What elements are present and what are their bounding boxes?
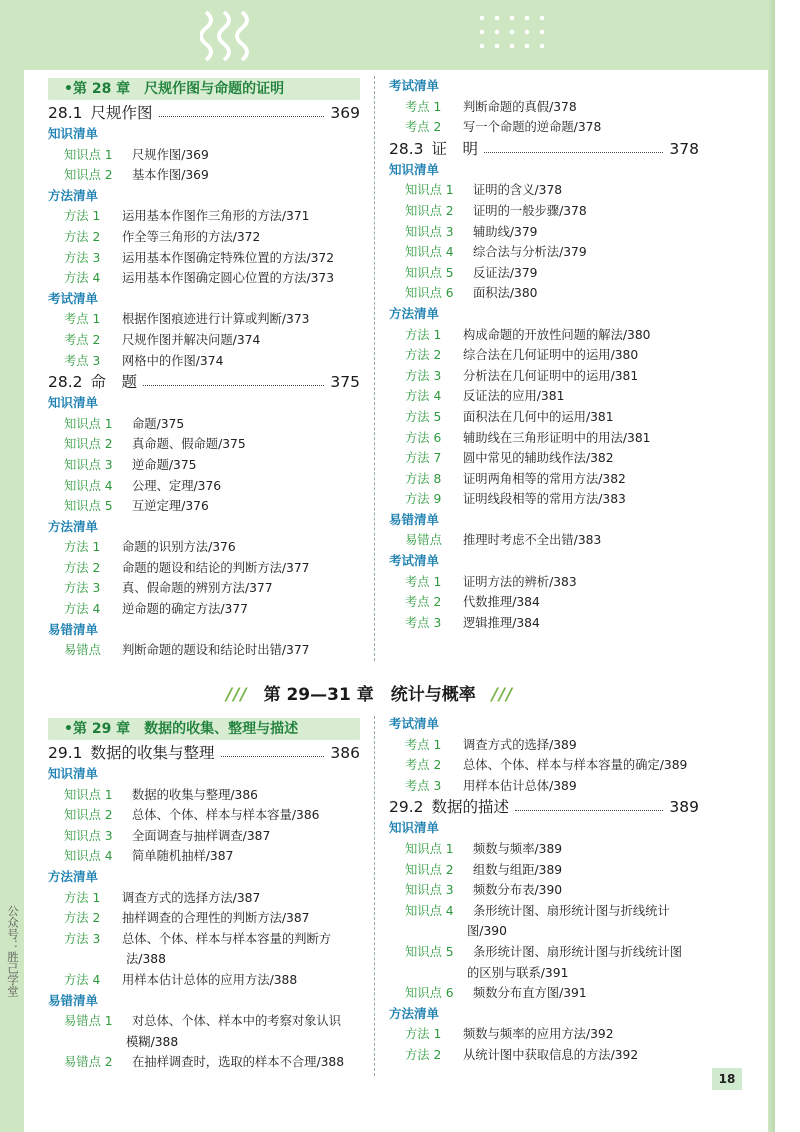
item-text: 根据作图痕迹进行计算或判断/373 bbox=[122, 312, 310, 327]
toc-item[interactable] bbox=[389, 901, 699, 922]
toc-item[interactable] bbox=[48, 1011, 360, 1032]
item-text: 逆命题的确定方法/377 bbox=[122, 602, 248, 617]
item-label: 方法 4 bbox=[64, 271, 101, 286]
item-label: 方法 1 bbox=[64, 540, 101, 555]
item-text: 频数分布直方图/391 bbox=[473, 986, 587, 1001]
item-label: 考点 2 bbox=[405, 595, 442, 610]
toc-item[interactable] bbox=[389, 839, 699, 860]
item-text: 圆中常见的辅助线作法/382 bbox=[463, 451, 614, 466]
section-heading: 方法清单 bbox=[389, 305, 440, 321]
item-text: 证明方法的辨析/383 bbox=[463, 574, 577, 589]
item-label: 方法 5 bbox=[405, 409, 442, 424]
item-text: 分析法在几何证明中的运用/381 bbox=[463, 368, 639, 383]
toc-item[interactable] bbox=[48, 805, 360, 826]
leader-dots bbox=[221, 756, 325, 757]
item-text: 条形统计图、扇形统计图与折线统计图 bbox=[473, 944, 683, 959]
item-label: 方法 4 bbox=[64, 972, 101, 987]
item-text: 总体、个体、样本与样本容量的确定/389 bbox=[463, 758, 688, 773]
item-text: 公理、定理/376 bbox=[132, 478, 222, 493]
item-label: 知识点 4 bbox=[64, 849, 113, 864]
toc-item[interactable] bbox=[48, 785, 360, 806]
toc-item[interactable] bbox=[389, 1045, 699, 1066]
toc-item[interactable] bbox=[389, 613, 699, 634]
item-label: 知识点 2 bbox=[64, 168, 113, 183]
item-label: 方法 2 bbox=[405, 348, 442, 363]
item-label: 知识点 1 bbox=[405, 841, 454, 856]
leader-dots bbox=[143, 385, 324, 386]
toc-item[interactable] bbox=[389, 428, 699, 449]
item-label: 易错点 bbox=[64, 643, 101, 658]
toc-item[interactable] bbox=[389, 776, 699, 797]
toc-item[interactable] bbox=[389, 263, 699, 284]
subsection-title: 命 题 bbox=[90, 373, 138, 392]
toc-item[interactable] bbox=[48, 496, 360, 517]
toc-item-continuation: 的区别与联系/391 bbox=[467, 965, 569, 980]
item-text: 反证法的应用/381 bbox=[463, 389, 565, 404]
item-text: 综合法在几何证明中的运用/380 bbox=[463, 348, 639, 363]
item-text: 用样本估计总体/389 bbox=[463, 778, 577, 793]
item-label: 考点 1 bbox=[405, 574, 442, 589]
item-label: 知识点 4 bbox=[405, 903, 454, 918]
section-heading: 知识清单 bbox=[48, 766, 99, 781]
toc-item[interactable] bbox=[389, 860, 699, 881]
chapter-28-heading bbox=[48, 78, 360, 100]
toc-item[interactable] bbox=[48, 268, 360, 289]
toc-item[interactable] bbox=[48, 558, 360, 579]
leader-dots bbox=[484, 152, 663, 153]
subsection-entry[interactable] bbox=[48, 742, 360, 764]
item-label: 知识点 2 bbox=[405, 862, 454, 877]
item-text: 总体、个体、样本与样本容量的判断方 bbox=[122, 931, 332, 946]
toc-item[interactable] bbox=[48, 537, 360, 558]
page-ref: 369 bbox=[330, 104, 360, 122]
item-text: 抽样调查的合理性的判断方法/387 bbox=[122, 911, 310, 926]
item-label: 考点 3 bbox=[405, 615, 442, 630]
item-text: 尺规作图/369 bbox=[132, 147, 209, 162]
subsection-number: 29.1 bbox=[48, 744, 83, 762]
item-label: 方法 3 bbox=[64, 931, 101, 946]
toc-item[interactable] bbox=[48, 165, 360, 186]
watermark-text: 公众号：胜己学堂 bbox=[6, 905, 20, 997]
item-text: 面积法/380 bbox=[473, 286, 538, 301]
toc-item[interactable] bbox=[48, 434, 360, 455]
page-fold bbox=[768, 0, 775, 1132]
toc-item[interactable] bbox=[389, 735, 699, 756]
item-text: 基本作图/369 bbox=[132, 168, 209, 183]
toc-item[interactable] bbox=[389, 755, 699, 776]
toc-item[interactable] bbox=[389, 942, 699, 963]
item-text: 条形统计图、扇形统计图与折线统计 bbox=[473, 903, 670, 918]
page-ref: 378 bbox=[669, 139, 699, 158]
subsection-entry[interactable] bbox=[48, 102, 360, 124]
item-text: 频数分布表/390 bbox=[473, 883, 563, 898]
dot-grid-decoration-icon bbox=[478, 14, 548, 64]
toc-item[interactable] bbox=[389, 117, 699, 138]
item-text: 频数与频率的应用方法/392 bbox=[463, 1027, 614, 1042]
toc-item[interactable] bbox=[389, 407, 699, 428]
item-text: 真命题、假命题/375 bbox=[132, 437, 246, 452]
toc-item-continuation: 模糊/388 bbox=[126, 1034, 179, 1049]
item-label: 方法 6 bbox=[405, 430, 442, 445]
page-ref: 375 bbox=[330, 373, 360, 392]
toc-item[interactable] bbox=[48, 888, 360, 909]
toc-item[interactable] bbox=[389, 180, 699, 201]
item-label: 方法 1 bbox=[64, 890, 101, 905]
toc-item[interactable] bbox=[389, 222, 699, 243]
item-label: 方法 2 bbox=[64, 560, 101, 575]
leader-dots bbox=[515, 810, 663, 811]
toc-item[interactable] bbox=[389, 448, 699, 469]
item-text: 命题/375 bbox=[132, 416, 185, 431]
section-heading: 易错清单 bbox=[48, 992, 99, 1008]
toc-item[interactable] bbox=[48, 351, 360, 372]
section-heading: 易错清单 bbox=[389, 511, 440, 527]
toc-item[interactable] bbox=[389, 983, 699, 1004]
section-heading: 方法清单 bbox=[48, 187, 99, 203]
item-label: 考点 3 bbox=[64, 353, 101, 368]
item-text: 调查方式的选择方法/387 bbox=[122, 890, 261, 905]
item-text: 证明的含义/378 bbox=[473, 183, 563, 198]
item-label: 方法 8 bbox=[405, 471, 442, 486]
page-ref: 386 bbox=[330, 744, 360, 762]
toc-item[interactable] bbox=[48, 908, 360, 929]
section-heading: 方法清单 bbox=[48, 868, 99, 884]
item-label: 知识点 1 bbox=[64, 416, 113, 431]
item-text: 运用基本作图确定圆心位置的方法/373 bbox=[122, 271, 335, 286]
section-heading: 易错清单 bbox=[48, 621, 99, 637]
item-label: 知识点 5 bbox=[405, 944, 454, 959]
item-label: 方法 2 bbox=[64, 229, 101, 244]
section-heading: 考试清单 bbox=[48, 290, 99, 306]
subsection-title: 证 明 bbox=[431, 139, 479, 158]
item-label: 考点 1 bbox=[64, 312, 101, 327]
toc-item[interactable] bbox=[389, 386, 699, 407]
item-label: 方法 3 bbox=[64, 581, 101, 596]
item-text: 真、假命题的辨别方法/377 bbox=[122, 581, 273, 596]
toc-item[interactable] bbox=[389, 1024, 699, 1045]
item-label: 方法 9 bbox=[405, 492, 442, 507]
item-label: 知识点 2 bbox=[64, 808, 113, 823]
section-heading: 考试清单 bbox=[389, 716, 440, 731]
item-text: 辅助线/379 bbox=[473, 224, 538, 239]
part-banner bbox=[226, 680, 513, 705]
item-label: 知识点 2 bbox=[64, 437, 113, 452]
item-text: 综合法与分析法/379 bbox=[473, 245, 587, 260]
toc-item[interactable] bbox=[48, 476, 360, 497]
item-text: 运用基本作图作三角形的方法/371 bbox=[122, 209, 310, 224]
toc-item[interactable] bbox=[389, 366, 699, 387]
item-text: 用样本估计总体的应用方法/388 bbox=[122, 972, 298, 987]
chapter-29-heading bbox=[48, 718, 360, 740]
section-heading: 知识清单 bbox=[48, 395, 99, 411]
toc-item[interactable] bbox=[48, 846, 360, 867]
item-label: 方法 2 bbox=[405, 1047, 442, 1062]
item-text: 对总体、个体、样本中的考察对象认识 bbox=[132, 1014, 342, 1029]
subsection-entry[interactable] bbox=[389, 796, 699, 818]
item-label: 知识点 4 bbox=[64, 478, 113, 493]
toc-item[interactable] bbox=[389, 345, 699, 366]
toc-item[interactable] bbox=[389, 97, 699, 118]
toc-item[interactable] bbox=[48, 248, 360, 269]
toc-item[interactable] bbox=[48, 1052, 360, 1073]
subsection-number: 28.3 bbox=[389, 139, 424, 158]
item-text: 简单随机抽样/387 bbox=[132, 849, 234, 864]
item-text: 互逆定理/376 bbox=[132, 499, 209, 514]
item-text: 组数与组距/389 bbox=[473, 862, 563, 877]
toc-item[interactable] bbox=[48, 929, 360, 950]
toc-column-top-left bbox=[48, 78, 360, 661]
item-label: 考点 3 bbox=[405, 778, 442, 793]
item-text: 代数推理/384 bbox=[463, 595, 540, 610]
item-label: 方法 3 bbox=[64, 250, 101, 265]
toc-item[interactable] bbox=[389, 592, 699, 613]
item-label: 方法 2 bbox=[64, 911, 101, 926]
toc-item[interactable] bbox=[48, 578, 360, 599]
item-label: 知识点 3 bbox=[64, 457, 113, 472]
toc-column-bottom-right bbox=[389, 714, 699, 1066]
item-text: 辅助线在三角形证明中的用法/381 bbox=[463, 430, 651, 445]
toc-item[interactable] bbox=[389, 530, 699, 551]
item-label: 知识点 1 bbox=[405, 183, 454, 198]
item-label: 易错点 bbox=[405, 533, 442, 548]
toc-item[interactable] bbox=[389, 469, 699, 490]
item-text: 调查方式的选择/389 bbox=[463, 737, 577, 752]
banner-title: 第 29—31 章 统计与概率 bbox=[263, 685, 476, 705]
chapter-title: •第 28 章 尺规作图与命题的证明 bbox=[64, 81, 285, 97]
item-label: 知识点 6 bbox=[405, 286, 454, 301]
item-text: 从统计图中获取信息的方法/392 bbox=[463, 1047, 639, 1062]
page-ref: 389 bbox=[669, 798, 699, 817]
item-label: 知识点 3 bbox=[64, 828, 113, 843]
item-text: 数据的收集与整理/386 bbox=[132, 787, 258, 802]
toc-item[interactable] bbox=[48, 330, 360, 351]
item-label: 方法 1 bbox=[64, 209, 101, 224]
toc-column-top-right bbox=[389, 76, 699, 633]
top-green-band bbox=[0, 0, 775, 80]
item-label: 考点 1 bbox=[405, 99, 442, 114]
item-label: 知识点 3 bbox=[405, 224, 454, 239]
toc-item[interactable] bbox=[389, 489, 699, 510]
item-label: 方法 1 bbox=[405, 327, 442, 342]
toc-item[interactable] bbox=[48, 227, 360, 248]
toc-item[interactable] bbox=[48, 455, 360, 476]
leader-dots bbox=[159, 116, 325, 117]
item-text: 构成命题的开放性问题的解法/380 bbox=[463, 327, 651, 342]
subsection-title: 尺规作图 bbox=[90, 104, 153, 122]
section-heading: 知识清单 bbox=[389, 820, 440, 836]
subsection-number: 28.2 bbox=[48, 373, 83, 392]
item-text: 证明的一般步骤/378 bbox=[473, 203, 587, 218]
toc-item[interactable] bbox=[48, 145, 360, 166]
item-label: 知识点 2 bbox=[405, 203, 454, 218]
subsection-title: 数据的描述 bbox=[431, 798, 510, 817]
column-divider-top bbox=[374, 76, 375, 661]
item-label: 考点 2 bbox=[405, 120, 442, 135]
toc-item[interactable] bbox=[389, 572, 699, 593]
item-text: 命题的题设和结论的判断方法/377 bbox=[122, 560, 310, 575]
item-text: 在抽样调查时，选取的样本不合理/388 bbox=[132, 1055, 345, 1070]
item-label: 知识点 5 bbox=[64, 499, 113, 514]
banner-slashes-right: /// bbox=[491, 685, 514, 705]
item-text: 反证法/379 bbox=[473, 265, 538, 280]
item-text: 推理时考虑不全出错/383 bbox=[463, 533, 602, 548]
toc-item[interactable] bbox=[389, 283, 699, 304]
item-label: 考点 2 bbox=[64, 332, 101, 347]
subsection-title: 数据的收集与整理 bbox=[90, 744, 215, 762]
section-heading: 方法清单 bbox=[48, 518, 99, 534]
item-text: 逻辑推理/384 bbox=[463, 615, 540, 630]
item-label: 考点 2 bbox=[405, 758, 442, 773]
banner-slashes-left: /// bbox=[226, 685, 248, 705]
subsection-number: 28.1 bbox=[48, 104, 83, 122]
wave-decoration-icon bbox=[200, 10, 270, 70]
chapter-title: •第 29 章 数据的收集、整理与描述 bbox=[64, 721, 299, 737]
item-label: 知识点 5 bbox=[405, 265, 454, 280]
item-label: 知识点 1 bbox=[64, 147, 113, 162]
item-label: 方法 4 bbox=[64, 602, 101, 617]
item-text: 命题的识别方法/376 bbox=[122, 540, 236, 555]
toc-item-continuation: 法/388 bbox=[126, 952, 166, 967]
section-heading: 知识清单 bbox=[48, 126, 99, 141]
item-label: 易错点 1 bbox=[64, 1014, 113, 1029]
section-heading: 考试清单 bbox=[389, 78, 440, 93]
toc-item[interactable] bbox=[48, 970, 360, 991]
item-text: 尺规作图并解决问题/374 bbox=[122, 332, 261, 347]
item-label: 知识点 4 bbox=[405, 245, 454, 260]
toc-column-bottom-left bbox=[48, 718, 360, 1073]
toc-item[interactable] bbox=[48, 309, 360, 330]
item-text: 运用基本作图确定特殊位置的方法/372 bbox=[122, 250, 335, 265]
toc-item[interactable] bbox=[389, 325, 699, 346]
item-label: 易错点 2 bbox=[64, 1055, 113, 1070]
item-text: 网格中的作图/374 bbox=[122, 353, 224, 368]
item-label: 方法 1 bbox=[405, 1027, 442, 1042]
toc-item[interactable] bbox=[389, 880, 699, 901]
item-label: 方法 3 bbox=[405, 368, 442, 383]
item-text: 面积法在几何中的运用/381 bbox=[463, 409, 614, 424]
item-text: 频数与频率/389 bbox=[473, 841, 563, 856]
section-heading: 考试清单 bbox=[389, 553, 440, 569]
item-text: 全面调查与抽样调查/387 bbox=[132, 828, 271, 843]
page-number: 18 bbox=[712, 1068, 742, 1090]
toc-item[interactable] bbox=[48, 206, 360, 227]
toc-item[interactable] bbox=[48, 826, 360, 847]
item-text: 判断命题的题设和结论时出错/377 bbox=[122, 643, 310, 658]
toc-item[interactable] bbox=[48, 414, 360, 435]
item-text: 证明线段相等的常用方法/383 bbox=[463, 492, 626, 507]
toc-item[interactable] bbox=[389, 201, 699, 222]
section-heading: 知识清单 bbox=[389, 161, 440, 177]
item-label: 知识点 1 bbox=[64, 787, 113, 802]
subsection-entry[interactable] bbox=[389, 138, 699, 160]
subsection-number: 29.2 bbox=[389, 798, 424, 817]
item-label: 知识点 3 bbox=[405, 883, 454, 898]
item-label: 方法 7 bbox=[405, 451, 442, 466]
item-text: 总体、个体、样本与样本容量/386 bbox=[132, 808, 320, 823]
subsection-entry[interactable] bbox=[48, 371, 360, 393]
section-heading: 方法清单 bbox=[389, 1005, 440, 1021]
right-margin bbox=[775, 0, 800, 1132]
item-text: 判断命题的真假/378 bbox=[463, 99, 577, 114]
item-text: 作全等三角形的方法/372 bbox=[122, 229, 261, 244]
column-divider-bottom bbox=[374, 716, 375, 1076]
item-text: 证明两角相等的常用方法/382 bbox=[463, 471, 626, 486]
item-label: 方法 4 bbox=[405, 389, 442, 404]
item-text: 逆命题/375 bbox=[132, 457, 197, 472]
item-label: 考点 1 bbox=[405, 737, 442, 752]
toc-item-continuation: 图/390 bbox=[467, 924, 507, 939]
item-text: 写一个命题的逆命题/378 bbox=[463, 120, 602, 135]
toc-item[interactable] bbox=[389, 242, 699, 263]
item-label: 知识点 6 bbox=[405, 986, 454, 1001]
toc-item[interactable] bbox=[48, 640, 360, 661]
toc-item[interactable] bbox=[48, 599, 360, 620]
